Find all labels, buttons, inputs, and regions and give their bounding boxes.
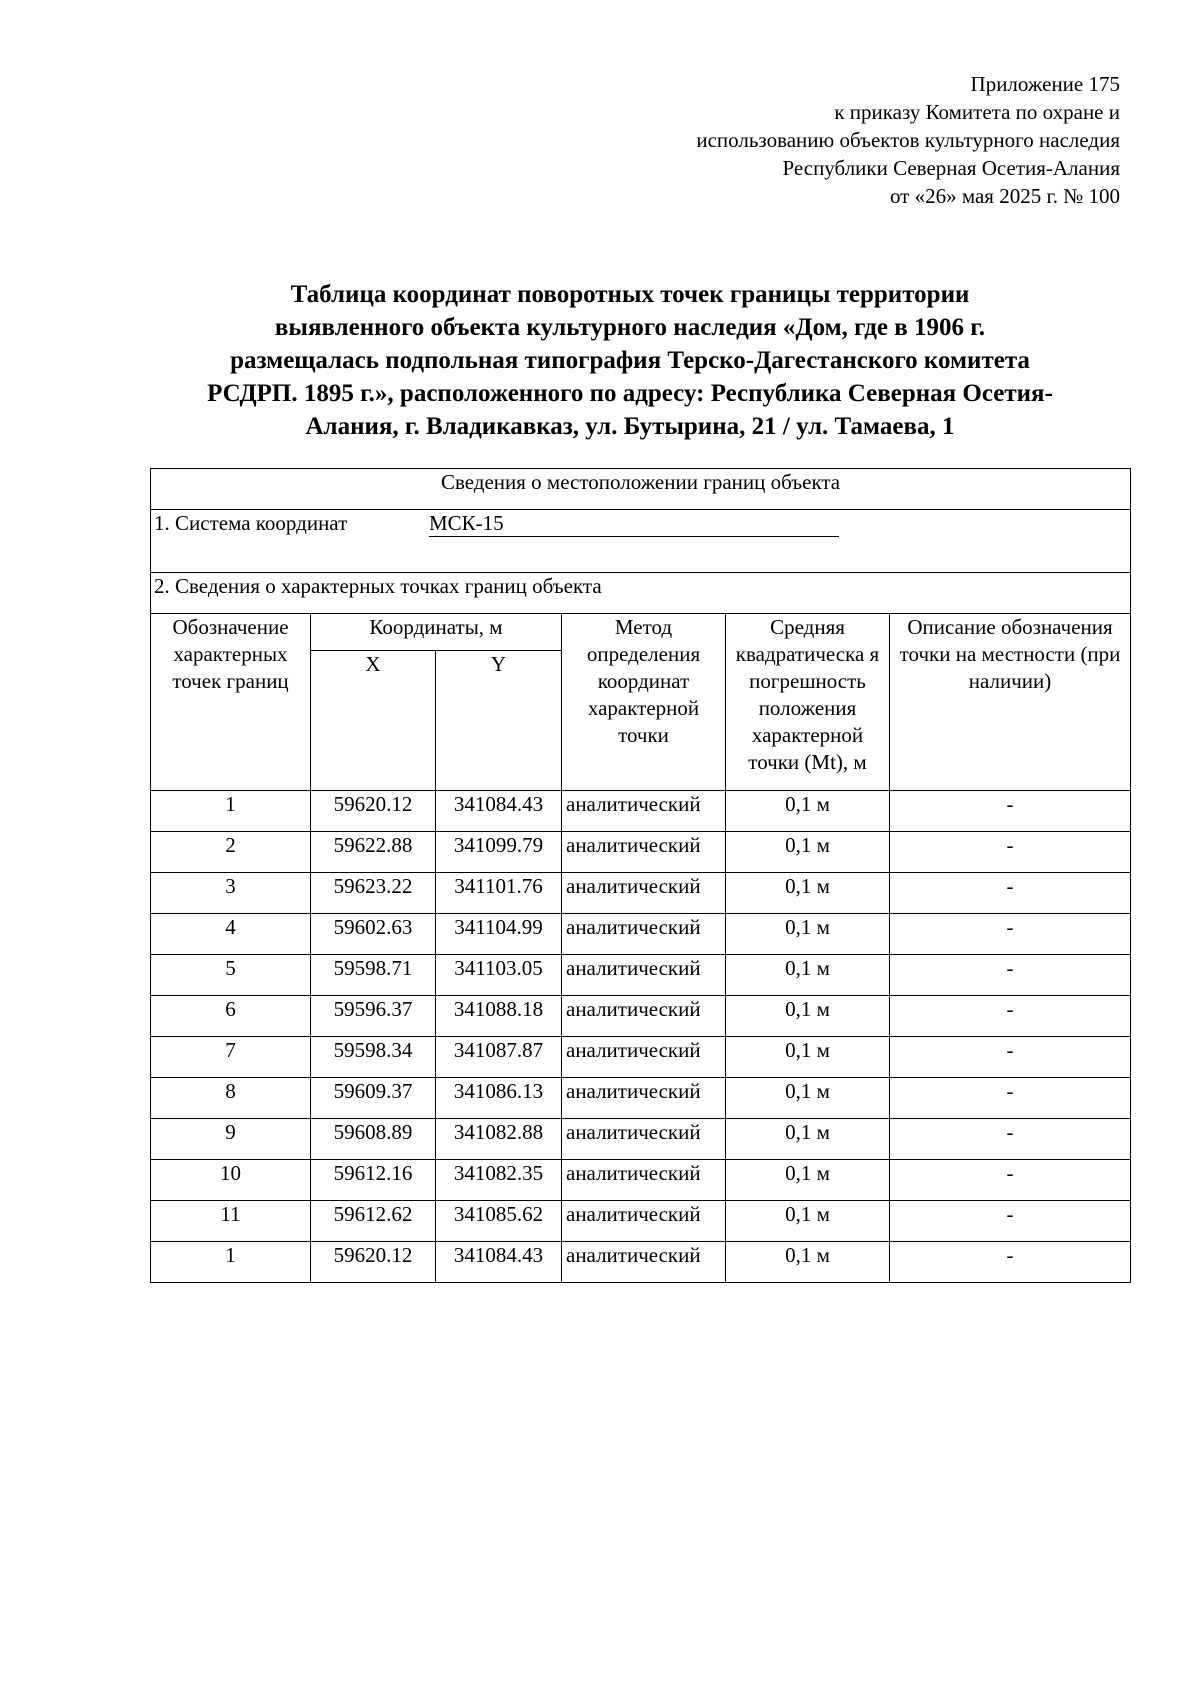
- cell-y: 341086.13: [436, 1078, 562, 1119]
- table-row: [151, 914, 1131, 955]
- cell-y: 341104.99: [436, 914, 562, 955]
- title-line: размещалась подпольная типография Терско-Дагестанского комитета: [230, 347, 1030, 374]
- cell-method: аналитический: [562, 1119, 726, 1160]
- cell-point: 2: [151, 832, 311, 873]
- title-line: РСДРП. 1895 г.», расположенного по адресу: Республика Северная Осетия-: [207, 380, 1053, 407]
- cell-method: аналитический: [562, 1078, 726, 1119]
- cell-description: -: [890, 1201, 1131, 1242]
- cell-description: -: [890, 1160, 1131, 1201]
- header-description: Описание обозначения точки на местности (при наличии): [890, 614, 1131, 791]
- cell-method: аналитический: [562, 791, 726, 832]
- cell-description: -: [890, 1242, 1131, 1283]
- cell-error: 0,1 м: [726, 996, 890, 1037]
- cell-error: 0,1 м: [726, 873, 890, 914]
- cell-x: 59612.16: [311, 1160, 436, 1201]
- cell-point: 6: [151, 996, 311, 1037]
- cell-method: аналитический: [562, 832, 726, 873]
- cell-x: 59622.88: [311, 832, 436, 873]
- title-line: Таблица координат поворотных точек границы территории: [290, 281, 970, 308]
- table-row: [151, 832, 1131, 873]
- cell-y: 341084.43: [436, 1242, 562, 1283]
- table-row: [151, 1160, 1131, 1201]
- cell-x: 59609.37: [311, 1078, 436, 1119]
- cell-point: 3: [151, 873, 311, 914]
- points-section-title: 2. Сведения о характерных точках границ объекта: [151, 573, 1131, 614]
- cell-error: 0,1 м: [726, 1119, 890, 1160]
- table-row: [151, 791, 1131, 832]
- cell-description: -: [890, 1037, 1131, 1078]
- cell-y: 341082.88: [436, 1119, 562, 1160]
- cell-error: 0,1 м: [726, 832, 890, 873]
- table-row: [151, 1119, 1131, 1160]
- cell-x: 59596.37: [311, 996, 436, 1037]
- header-x: X: [311, 651, 436, 791]
- title-line: Алания, г. Владикавказ, ул. Бутырина, 21 / ул. Тамаева, 1: [305, 413, 955, 440]
- cell-error: 0,1 м: [726, 1037, 890, 1078]
- cell-error: 0,1 м: [726, 1078, 890, 1119]
- cell-point: 8: [151, 1078, 311, 1119]
- cell-x: 59620.12: [311, 1242, 436, 1283]
- document-title: [150, 278, 1110, 443]
- cell-description: -: [890, 832, 1131, 873]
- table-row: [151, 873, 1131, 914]
- cell-x: 59602.63: [311, 914, 436, 955]
- cell-method: аналитический: [562, 955, 726, 996]
- cell-error: 0,1 м: [726, 1242, 890, 1283]
- cell-method: аналитический: [562, 873, 726, 914]
- cell-point: 11: [151, 1201, 311, 1242]
- header-designation: Обозначение характерных точек границ: [151, 614, 311, 791]
- cell-method: аналитический: [562, 1201, 726, 1242]
- cell-y: 341088.18: [436, 996, 562, 1037]
- header-error: Средняя квадратическа я погрешность положения характерной точки (Mt), м: [726, 614, 890, 791]
- coordinates-table: [150, 468, 1131, 1283]
- cell-y: 341087.87: [436, 1037, 562, 1078]
- header-coordinates: Координаты, м: [311, 614, 562, 651]
- cell-error: 0,1 м: [726, 1160, 890, 1201]
- cell-point: 5: [151, 955, 311, 996]
- cell-point: 4: [151, 914, 311, 955]
- cell-description: -: [890, 873, 1131, 914]
- cell-y: 341103.05: [436, 955, 562, 996]
- cell-description: -: [890, 1078, 1131, 1119]
- header-method: Метод определения координат характерной точки: [562, 614, 726, 791]
- cell-point: 1: [151, 791, 311, 832]
- cell-method: аналитический: [562, 1037, 726, 1078]
- table-row: [151, 1242, 1131, 1283]
- cell-error: 0,1 м: [726, 791, 890, 832]
- cell-method: аналитический: [562, 914, 726, 955]
- appendix-line: от «26» мая 2025 г. № 100: [889, 184, 1120, 208]
- cell-point: 10: [151, 1160, 311, 1201]
- appendix-line: Приложение 175: [970, 72, 1120, 96]
- cell-y: 341101.76: [436, 873, 562, 914]
- section-title: Сведения о местоположении границ объекта: [151, 469, 1131, 510]
- cell-x: 59598.71: [311, 955, 436, 996]
- cell-y: 341085.62: [436, 1201, 562, 1242]
- cell-point: 1: [151, 1242, 311, 1283]
- cell-error: 0,1 м: [726, 1201, 890, 1242]
- cell-description: -: [890, 914, 1131, 955]
- title-line: выявленного объекта культурного наследия «Дом, где в 1906 г.: [274, 314, 986, 341]
- cell-y: 341099.79: [436, 832, 562, 873]
- cell-x: 59612.62: [311, 1201, 436, 1242]
- cell-description: -: [890, 996, 1131, 1037]
- cell-method: аналитический: [562, 1242, 726, 1283]
- cell-y: 341082.35: [436, 1160, 562, 1201]
- cell-y: 341084.43: [436, 791, 562, 832]
- table-row: [151, 1078, 1131, 1119]
- table-row: [151, 1037, 1131, 1078]
- coord-system-value: МСК-15: [429, 510, 839, 537]
- appendix-line: к приказу Комитета по охране и: [834, 100, 1120, 124]
- cell-x: 59598.34: [311, 1037, 436, 1078]
- appendix-block: [696, 70, 1120, 210]
- appendix-line: использованию объектов культурного наследия: [696, 128, 1120, 152]
- coord-system-row: [151, 510, 1131, 573]
- appendix-line: Республики Северная Осетия-Алания: [782, 156, 1120, 180]
- table-row: [151, 996, 1131, 1037]
- cell-error: 0,1 м: [726, 955, 890, 996]
- cell-x: 59623.22: [311, 873, 436, 914]
- cell-description: -: [890, 791, 1131, 832]
- table-row: [151, 1201, 1131, 1242]
- cell-x: 59608.89: [311, 1119, 436, 1160]
- cell-method: аналитический: [562, 1160, 726, 1201]
- header-y: Y: [436, 651, 562, 791]
- cell-point: 9: [151, 1119, 311, 1160]
- coord-system-label: 1. Система координат: [154, 511, 348, 535]
- cell-error: 0,1 м: [726, 914, 890, 955]
- cell-description: -: [890, 955, 1131, 996]
- cell-method: аналитический: [562, 996, 726, 1037]
- cell-x: 59620.12: [311, 791, 436, 832]
- table-row: [151, 955, 1131, 996]
- cell-description: -: [890, 1119, 1131, 1160]
- cell-point: 7: [151, 1037, 311, 1078]
